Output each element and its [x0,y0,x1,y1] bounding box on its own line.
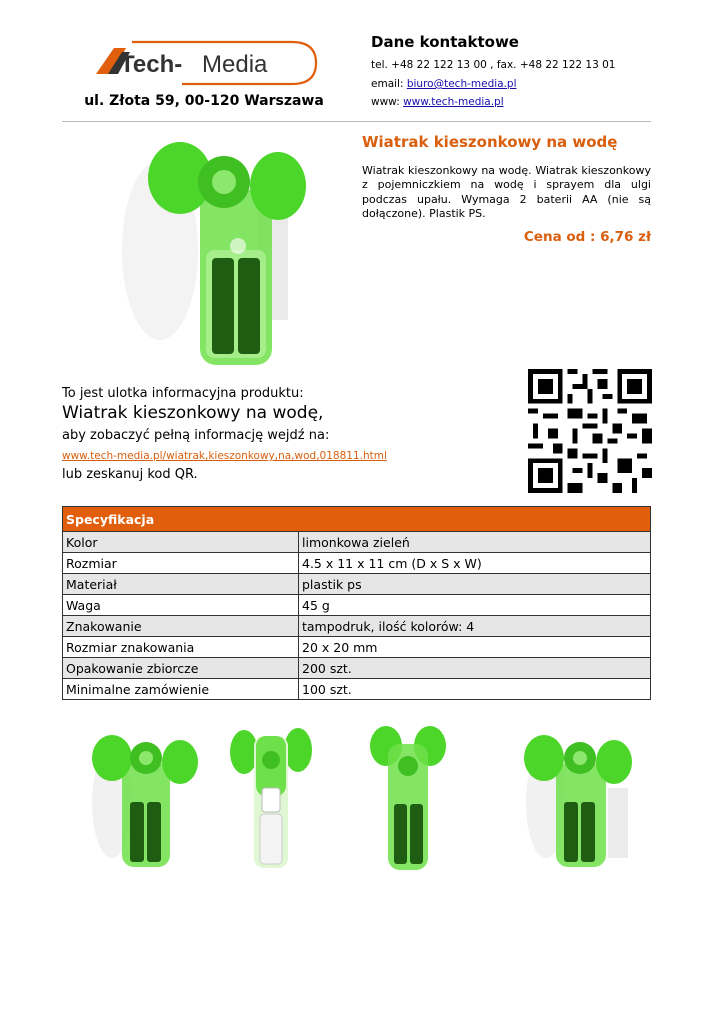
contact-email-row [371,78,517,90]
spec-value: tampodruk, ilość kolorów: 4 [299,616,651,637]
email-link[interactable]: biuro@tech-media.pl [406,78,517,90]
spec-key: Rozmiar znakowania [63,637,299,658]
spec-key: Waga [63,595,299,616]
spec-value: 45 g [299,595,651,616]
contact-phone: tel. +48 22 122 13 00 , fax. +48 22 122 13 01 [371,59,616,71]
spec-key: Materiał [63,574,299,595]
spec-value: 100 szt. [299,679,651,700]
spec-row [63,532,651,553]
spec-key: Kolor [63,532,299,553]
info-product-name: Wiatrak kieszonkowy na wodę, [62,403,324,423]
spec-header: Specyfikacja [63,507,651,532]
company-address: ul. Złota 59, 00-120 Warszawa [84,93,324,109]
spec-row [63,679,651,700]
spec-row [63,637,651,658]
spec-value: plastik ps [299,574,651,595]
product-image-side [228,728,314,870]
product-image-front [92,728,202,870]
product-price: Cena od : 6,76 zł [523,229,651,245]
spec-row [63,616,651,637]
spec-key: Minimalne zamówienie [63,679,299,700]
product-image-logo [522,728,632,870]
spec-value: 200 szt. [299,658,651,679]
spec-value: limonkowa zieleń [299,532,651,553]
www-label: www: [371,96,400,108]
product-description: Wiatrak kieszonkowy na wodę. Wiatrak kieszonkowy z pojemniczkiem na wodę i sprayem dla ulgi podczas upału. Wymaga 2 baterii AA (nie są dołączone). Plastik PS. [362,164,651,221]
spec-key: Opakowanie zbiorcze [63,658,299,679]
spec-table [62,506,651,700]
spec-row [63,574,651,595]
spec-row [63,553,651,574]
info-visit: aby zobaczyć pełną informację wejdź na: [62,428,330,443]
divider [62,121,651,122]
spec-key: Rozmiar [63,553,299,574]
tech-media-logo [92,38,318,88]
spec-row [63,595,651,616]
product-url-link[interactable]: www.tech-media.pl/wiatrak,kieszonkowy,na,wod,018811.html [62,450,387,462]
contact-title: Dane kontaktowe [371,33,519,51]
product-title: Wiatrak kieszonkowy na wodę [362,133,618,151]
info-intro: To jest ulotka informacyjna produktu: [62,386,304,401]
logo-text-2: Media [202,51,268,78]
contact-www-row [371,96,504,108]
product-image-back [368,726,448,872]
qr-code-icon [528,369,652,493]
spec-row [63,658,651,679]
product-image [120,130,320,375]
spec-key: Znakowanie [63,616,299,637]
www-link[interactable]: www.tech-media.pl [403,96,504,108]
spec-value: 4.5 x 11 x 11 cm (D x S x W) [299,553,651,574]
email-label: email: [371,78,404,90]
logo-text-1: Tech- [120,51,183,78]
spec-header-row [63,507,651,532]
spec-value: 20 x 20 mm [299,637,651,658]
info-scan: lub zeskanuj kod QR. [62,467,198,482]
